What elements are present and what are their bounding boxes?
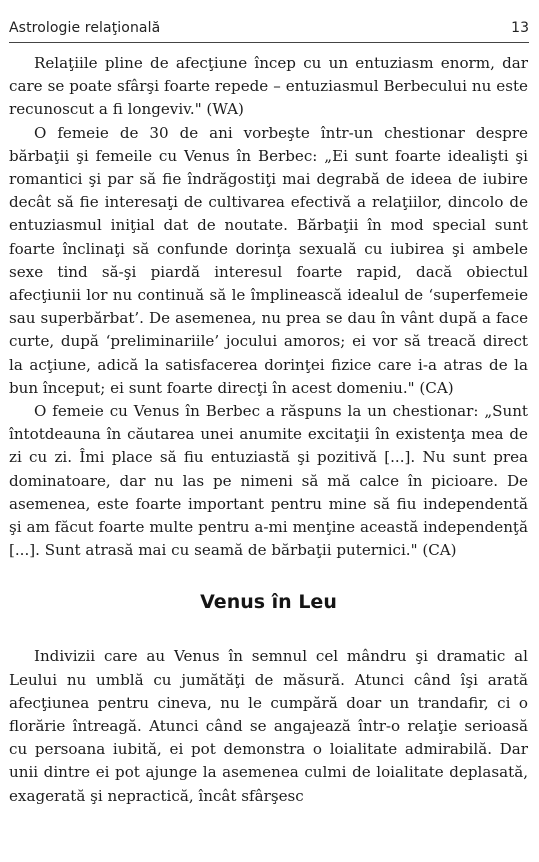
paragraph-questionnaire-venus-aries-woman: O femeie cu Venus în Berbec a răspuns la un chestionar: „Sunt întotdeauna în căutarea unei anumite excitaţii în existenţa mea de zi cu zi. Îmi place să fiu entuziastă şi pozitivă [...]. Nu sunt prea dominatoare, dar nu las pe nimeni să mă calce în picioare. De asemenea, este foarte important pentru mine să fiu independentă şi am făcut foarte multe pentru a-mi menţine această independenţă [...]. Sunt atrasă mai cu seamă de bărbaţii puternici." (CA) — [9, 402, 528, 560]
page-number: 13 — [511, 20, 529, 36]
header-rule — [9, 42, 529, 43]
paragraph-venus-leo-intro: Indivizii care au Venus în semnul cel mândru şi dramatic al Leului nu umblă cu jumătăţi de măsură. Atunci când îşi arată afecţiunea pentru cineva, nu le cumpără doar un trandafir, ci o florărie întreagă. Atunci când se angajează într-o relaţie serioasă cu persoana iubită, ei pot demonstra o loialitate admirabilă. Dar unii dintre ei pot ajunge la asemenea culmi de loialitate deplasată, exagerată şi nepractică, încât sfârşesc — [9, 647, 528, 805]
paragraph-relationships-enthusiasm: Relaţiile pline de afecţiune încep cu un entuziasm enorm, dar care se poate sfârşi foarte repede – entuziasmul Berbecului nu este recunoscut a fi longeviv." (WA) — [9, 54, 528, 119]
running-head-title: Astrologie relaţională — [9, 20, 161, 36]
paragraph-questionnaire-30-year-old: O femeie de 30 de ani vorbeşte într-un chestionar despre bărbaţii şi femeile cu Venus în Berbec: „Ei sunt foarte idealişti şi romantici şi par să fie îndrăgostiţi mai degrabă de ideea de iubire decât să fie interesaţi de cultivarea efectivă a relaţiilor, dincolo de entuziasmul iniţial dat de noutate. Bărbaţii în mod special sunt foarte înclinaţi să confunde dorinţa sexuală cu iubirea şi ambele sexe tind să-şi piardă interesul foarte rapid, dacă obiectul afecţiunii lor nu continuă să le împlinească idealul de ‘superfemeie sau superbărbat’. De asemenea, nu prea se dau în vânt după a face curte, după ‘preliminariile’ jocului amoros; ei vor să treacă direct la acţiune, adică la satisfacerea dorinţei fizice care i-a atras de la bun început; ei sunt foarte direcţi în acest domeniu." (CA) — [9, 123, 528, 397]
section-heading: Venus în Leu — [200, 591, 337, 614]
body-text — [9, 52, 528, 808]
running-head — [9, 18, 529, 44]
